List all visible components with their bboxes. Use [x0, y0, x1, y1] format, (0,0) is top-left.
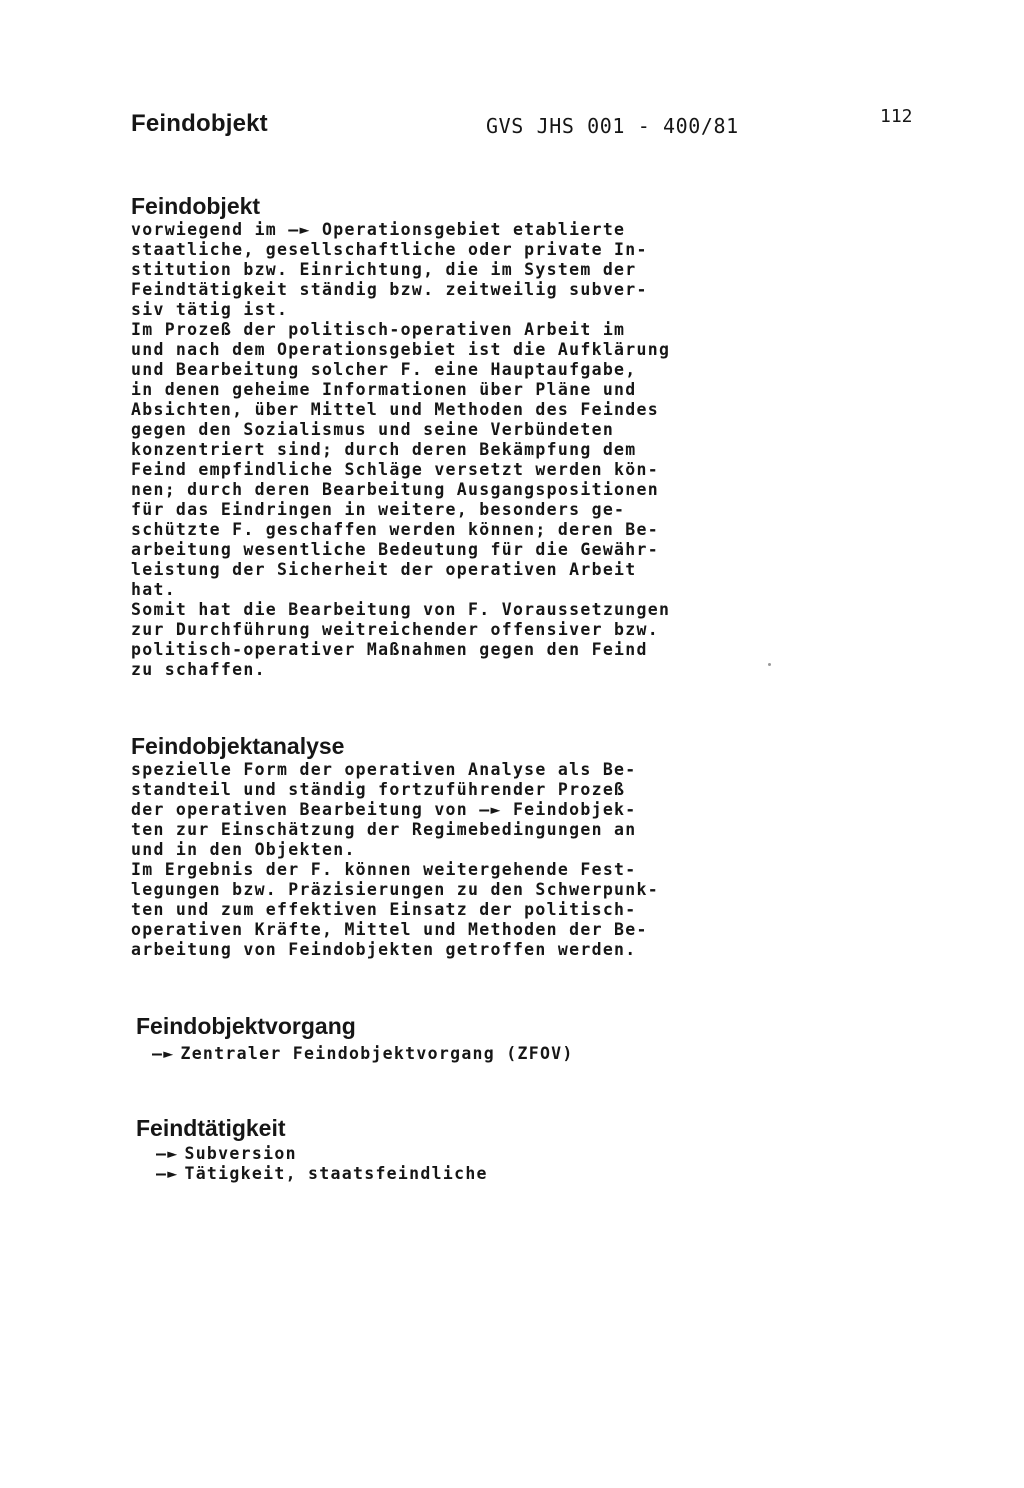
body-line: ten zur Einschätzung der Regimebedingungen an — [131, 820, 637, 839]
body-line: stitution bzw. Einrichtung, die im System der — [131, 260, 637, 279]
cross-reference-label: Tätigkeit, staatsfeindliche — [184, 1164, 488, 1183]
cross-reference[interactable] — [156, 1144, 756, 1164]
running-header-term: Feindobjekt — [131, 110, 268, 137]
entry-feindobjektanalyse — [131, 732, 751, 960]
cross-reference-label: Zentraler Feindobjektvorgang (ZFOV) — [180, 1044, 574, 1063]
scan-speck — [768, 663, 771, 666]
arrow-right-icon: —► — [156, 1164, 179, 1183]
entry-body — [131, 220, 751, 680]
body-line: arbeitung wesentliche Bedeutung für die Gewähr- — [131, 540, 659, 559]
body-line: operativen Kräfte, Mittel und Methoden der Be- — [131, 920, 648, 939]
body-line: Im Ergebnis der F. können weitergehende Fest- — [131, 860, 637, 879]
body-line: leistung der Sicherheit der operativen Arbeit — [131, 560, 637, 579]
entry-title: Feindtätigkeit — [136, 1115, 286, 1141]
document-code: GVS JHS 001 - 400/81 — [486, 114, 739, 138]
body-line: in denen geheime Informationen über Pläne und — [131, 380, 637, 399]
entry-title: Feindobjektvorgang — [136, 1013, 356, 1039]
body-line: konzentriert sind; durch deren Bekämpfung dem — [131, 440, 637, 459]
body-line: hat. — [131, 580, 176, 599]
body-line: vorwiegend im —► Operationsgebiet etablierte — [131, 220, 626, 239]
body-line: der operativen Bearbeitung von —► Feindobjek- — [131, 800, 637, 819]
arrow-right-icon: —► — [152, 1044, 175, 1063]
body-line: zur Durchführung weitreichender offensiver bzw. — [131, 620, 659, 639]
body-line: siv tätig ist. — [131, 300, 289, 319]
entry-body — [136, 1142, 756, 1184]
entry-title: Feindobjekt — [131, 193, 261, 219]
body-line: schützte F. geschaffen werden können; deren Be- — [131, 520, 659, 539]
body-line: spezielle Form der operativen Analyse als Be- — [131, 760, 637, 779]
body-line: für das Eindringen in weitere, besonders ge- — [131, 500, 626, 519]
entry-feindtaetigkeit — [136, 1114, 756, 1184]
body-line: Feind empfindliche Schläge versetzt werden kön- — [131, 460, 659, 479]
body-line: und nach dem Operationsgebiet ist die Aufklärung — [131, 340, 671, 359]
body-line: Absichten, über Mittel und Methoden des Feindes — [131, 400, 659, 419]
entry-title: Feindobjektanalyse — [131, 733, 345, 759]
entry-body — [136, 1040, 756, 1064]
entry-body — [131, 760, 751, 960]
body-line: und Bearbeitung solcher F. eine Hauptaufgabe, — [131, 360, 637, 379]
body-line: Im Prozeß der politisch-operativen Arbeit im — [131, 320, 626, 339]
arrow-right-icon: —► — [156, 1144, 179, 1163]
body-line: Somit hat die Bearbeitung von F. Voraussetzungen — [131, 600, 671, 619]
cross-reference[interactable] — [152, 1044, 756, 1064]
body-line: nen; durch deren Bearbeitung Ausgangspositionen — [131, 480, 659, 499]
entry-feindobjektvorgang — [136, 1012, 756, 1064]
body-line: standteil und ständig fortzuführender Prozeß — [131, 780, 626, 799]
cross-reference[interactable] — [156, 1164, 756, 1184]
body-line: legungen bzw. Präzisierungen zu den Schwerpunk- — [131, 880, 659, 899]
body-line: politisch-operativer Maßnahmen gegen den Feind — [131, 640, 648, 659]
entry-feindobjekt — [131, 192, 751, 680]
body-line: und in den Objekten. — [131, 840, 356, 859]
cross-reference-label: Subversion — [184, 1144, 297, 1163]
body-line: zu schaffen. — [131, 660, 266, 679]
page-number: 112 — [880, 106, 913, 127]
body-line: arbeitung von Feindobjekten getroffen werden. — [131, 940, 637, 959]
body-line: gegen den Sozialismus und seine Verbündeten — [131, 420, 615, 439]
body-line: Feindtätigkeit ständig bzw. zeitweilig subver- — [131, 280, 648, 299]
body-line: staatliche, gesellschaftliche oder private In- — [131, 240, 648, 259]
body-line: ten und zum effektiven Einsatz der politisch- — [131, 900, 637, 919]
